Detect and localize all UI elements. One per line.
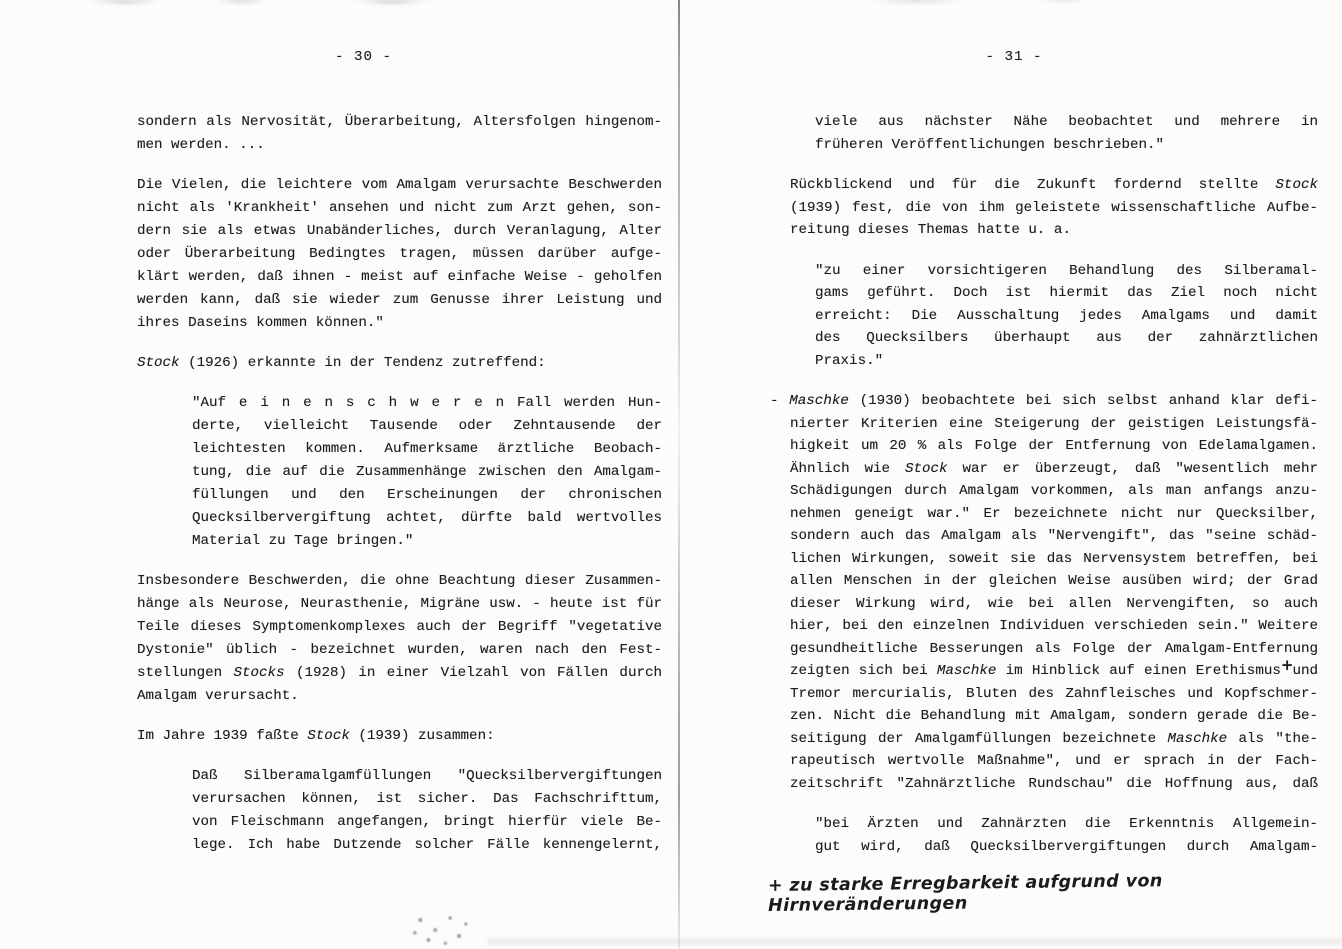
- text-line: hänge als Neurose, Neurasthenie, Migräne usw. - heute ist für: [137, 596, 662, 612]
- text-line: - Maschke (1930) beobachtete bei sich selbst anhand klar defi-: [770, 393, 1318, 409]
- block-quote: [790, 813, 1318, 858]
- paragraph: [137, 111, 662, 157]
- text-line: gesundheitliche Besserungen als Folge der Amalgam-Entfernung: [790, 640, 1318, 657]
- text-line: von Fleischmann angefangen, bringt hierfür viele Be-: [192, 814, 662, 830]
- block-quote: [137, 765, 662, 857]
- text-line: seitigung der Amalgamfüllungen bezeichnete Maschke als "the-: [790, 730, 1318, 747]
- text-line: Insbesondere Beschwerden, die ohne Beachtung dieser Zusammen-: [137, 573, 662, 589]
- text-line: lichen Wirkungen, soweit sie das Nervensystem betreffen, bei: [790, 550, 1318, 567]
- text-line: oder Überarbeitung Bedingtes tragen, müssen darüber aufge-: [137, 246, 662, 262]
- text-line: füllungen und den Erscheinungen der chronischen: [192, 487, 662, 503]
- text-line: gams geführt. Doch ist hiermit das Ziel noch nicht: [815, 285, 1318, 301]
- text-line: erreicht: Die Ausschaltung jedes Amalgams und damit: [815, 307, 1318, 324]
- text-line: Tremor mercurialis, Bluten des Zahnfleisches und Kopfschmer-: [790, 685, 1318, 702]
- text-line: nehmen geneigt war." Er bezeichnete nicht nur Quecksilber,: [790, 505, 1318, 522]
- text-line: reitung dieses Themas hatte u. a.: [790, 222, 1071, 238]
- text-line: Praxis.": [815, 352, 884, 369]
- text-line: ihres Daseins kommen können.": [137, 315, 384, 331]
- text-line: Material zu Tage bringen.": [192, 533, 414, 549]
- text-line: allen Menschen in der gleichen Weise ausüben wird; der Grad: [790, 573, 1318, 589]
- block-quote: [790, 260, 1318, 373]
- text-line: derte, vielleicht Tausende oder Zehntausende der: [192, 418, 662, 434]
- text-line: Im Jahre 1939 faßte Stock (1939) zusammen:: [137, 728, 495, 744]
- text-line: dern sie als etwas Unabänderliches, durch Veranlagung, Alter: [137, 223, 662, 239]
- paragraph: [137, 570, 662, 708]
- handwritten-annotation: + zu starke Erregbarkeit aufgrund von Hirnveränderungen: [767, 871, 1163, 916]
- text-line: Schädigungen durch Amalgam vorkommen, als man anfangs anzu-: [790, 483, 1318, 499]
- page-30: [137, 0, 662, 874]
- paragraph: [137, 352, 662, 375]
- text-line: "zu einer vorsichtigeren Behandlung des Silberamal-: [815, 262, 1318, 279]
- page-number: - 31 -: [985, 49, 1043, 65]
- page-number: - 30 -: [334, 49, 393, 65]
- handwritten-plus-mark: +: [1280, 656, 1294, 675]
- text-line: Daß Silberamalgamfüllungen "Quecksilbervergiftungen: [192, 768, 662, 784]
- text-line: früheren Veröffentlichungen beschrieben.": [815, 136, 1165, 153]
- text-line: sondern auch das Amalgam als "Nervengift", das "seine schäd-: [790, 528, 1318, 544]
- paragraph: [137, 174, 662, 335]
- text-line: rapeutisch wertvolle Maßnahme", und er sprach in der Fach-: [790, 753, 1318, 769]
- text-line: Teile dieses Symptomenkomplexes auch der Begriff "vegetative: [137, 619, 662, 635]
- text-line: men werden. ...: [137, 137, 265, 153]
- text-line: Rückblickend und für die Zukunft fordernd stellte Stock: [790, 177, 1318, 193]
- page-31: [767, 0, 1318, 916]
- text-line: Dystonie" üblich - bezeichnet wurden, waren nach den Fest-: [137, 642, 662, 658]
- text-line: stellungen Stocks (1928) in einer Vielzahl von Fällen durch: [137, 665, 663, 681]
- page-30-content: [137, 111, 662, 857]
- text-line: dieser Wirkung wird, wie bei allen Nervengiften, so auch: [790, 595, 1318, 612]
- text-line: Amalgam verursacht.: [137, 688, 299, 704]
- page-seam-divider: [678, 0, 680, 949]
- list-item: [770, 390, 1318, 795]
- text-line: nicht als 'Krankheit' ansehen und nicht zum Arzt gehen, son-: [137, 200, 662, 216]
- text-line: klärt werden, daß ihnen - meist auf einfache Weise - geholfen: [137, 269, 662, 285]
- text-line: nierter Kriterien eine Steigerung der geistigen Leistungsfä-: [790, 415, 1318, 432]
- text-line: werden kann, daß sie wieder zum Genusse ihrer Leistung und: [137, 292, 662, 308]
- text-line: zen. Nicht die Behandlung mit Amalgam, sondern gerade die Be-: [790, 708, 1318, 724]
- text-line: Ähnlich wie Stock war er überzeugt, daß "wesentlich mehr: [790, 460, 1318, 477]
- page-31-content: [770, 111, 1318, 858]
- scan-artifact: [488, 938, 1342, 945]
- text-line: zeitschrift "Zahnärztliche Rundschau" die Hoffnung aus, daß: [790, 775, 1318, 792]
- text-line: verursachen können, ist sicher. Das Fachschrifttum,: [192, 791, 662, 807]
- text-line: lege. Ich habe Dutzende solcher Fälle kennengelernt,: [192, 837, 662, 853]
- text-line: tung, die auf die Zusammenhänge zwischen den Amalgam-: [192, 464, 662, 480]
- text-line: sondern als Nervosität, Überarbeitung, Altersfolgen hingenom-: [137, 114, 662, 130]
- text-line: des Quecksilbers überhaupt aus der zahnärztlichen: [815, 330, 1318, 346]
- block-quote: [790, 111, 1318, 156]
- text-line: viele aus nächster Nähe beobachtet und mehrere in: [815, 114, 1318, 130]
- text-line: gut wird, daß Quecksilbervergiftungen durch Amalgam-: [815, 838, 1318, 855]
- text-line: Quecksilbervergiftung achtet, dürfte bald wertvolles: [192, 510, 662, 526]
- text-line: Stock (1926) erkannte in der Tendenz zutreffend:: [137, 355, 546, 371]
- text-line: leichtesten kommen. Aufmerksame ärztliche Beobach-: [192, 441, 662, 457]
- text-line: "bei Ärzten und Zahnärzten die Erkenntnis Allgemein-: [815, 816, 1318, 832]
- text-line: "Auf e i n e n s c h w e r e n Fall werden Hun-: [192, 395, 662, 411]
- text-line: higkeit um 20 % als Folge der Entfernung von Edelamalgamen.: [790, 438, 1318, 454]
- text-line: Die Vielen, die leichtere vom Amalgam verursachte Beschwerden: [137, 177, 662, 193]
- paragraph: [790, 174, 1318, 242]
- block-quote: [137, 392, 662, 553]
- text-line: hier, bei den einzelnen Individuen verschieden sein." Weitere: [790, 618, 1318, 634]
- scan-artifact: [408, 908, 476, 948]
- paragraph: [137, 725, 662, 748]
- text-line: zeigten sich bei Maschke im Hinblick auf einen Erethismus+und: [790, 656, 1318, 679]
- text-line: (1939) fest, die von ihm geleistete wissenschaftliche Aufbe-: [790, 199, 1318, 216]
